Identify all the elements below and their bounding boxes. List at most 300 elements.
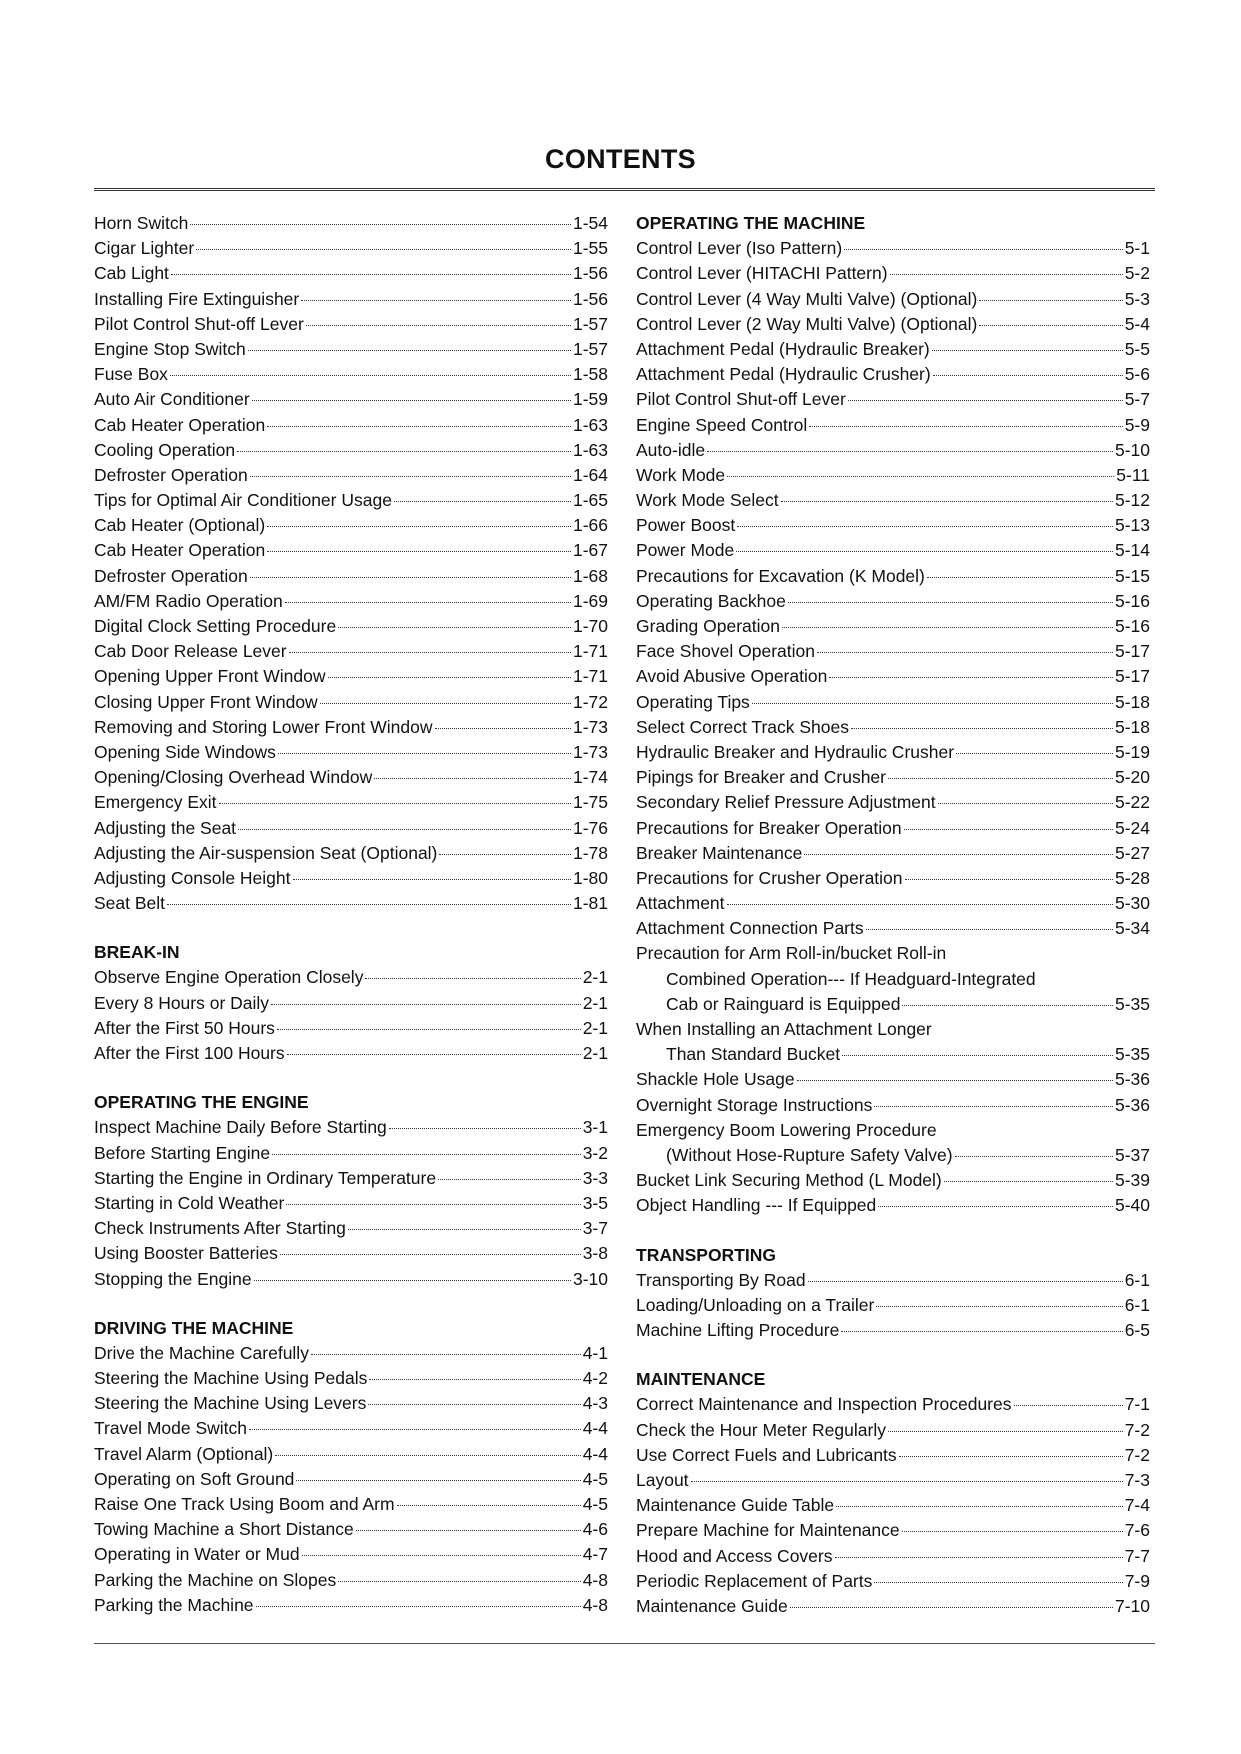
toc-entry[interactable] bbox=[94, 589, 608, 614]
toc-entry[interactable] bbox=[94, 438, 608, 463]
page-number: 1-76 bbox=[572, 817, 608, 838]
toc-entry[interactable] bbox=[636, 1067, 1150, 1092]
page-number: 5-18 bbox=[1114, 716, 1150, 737]
dot-leader bbox=[809, 426, 1122, 427]
entry-label: Than Standard Bucket bbox=[666, 1044, 841, 1065]
dot-leader bbox=[979, 325, 1122, 326]
toc-entry[interactable] bbox=[94, 1568, 608, 1593]
entry-label: Layout bbox=[636, 1470, 689, 1490]
entry-label: Steering the Machine Using Levers bbox=[94, 1393, 367, 1414]
entry-label: Loading/Unloading on a Trailer bbox=[636, 1294, 875, 1315]
entry-label: Operating Backhoe bbox=[636, 590, 786, 611]
dot-leader bbox=[271, 1004, 581, 1005]
page-number: 7-10 bbox=[1114, 1595, 1150, 1616]
page-number: 5-28 bbox=[1114, 867, 1150, 888]
page-number: 5-16 bbox=[1114, 590, 1150, 611]
toc-entry[interactable] bbox=[636, 1544, 1150, 1569]
toc-entry-line[interactable]: Emergency Boom Lowering Procedure bbox=[636, 1119, 937, 1140]
toc-entry[interactable] bbox=[636, 463, 1150, 488]
dot-leader bbox=[394, 501, 571, 502]
entry-label: Face Shovel Operation bbox=[636, 641, 815, 662]
toc-entry[interactable] bbox=[636, 1143, 1150, 1168]
entry-label: Emergency Exit bbox=[94, 792, 217, 813]
dot-leader bbox=[878, 1206, 1113, 1207]
toc-entry[interactable] bbox=[94, 1141, 608, 1166]
dot-leader bbox=[817, 652, 1113, 653]
entry-label: Precautions for Excavation (K Model) bbox=[636, 565, 925, 586]
toc-entry[interactable] bbox=[94, 211, 608, 236]
toc-entry[interactable] bbox=[636, 236, 1150, 261]
page-number: 5-1 bbox=[1124, 238, 1150, 259]
page-number: 5-36 bbox=[1114, 1069, 1150, 1090]
dot-leader bbox=[788, 602, 1113, 603]
entry-label: Bucket Link Securing Method (L Model) bbox=[636, 1170, 942, 1191]
toc-entry[interactable] bbox=[636, 1318, 1150, 1343]
dot-leader bbox=[237, 451, 571, 452]
dot-leader bbox=[835, 1557, 1123, 1558]
dot-leader bbox=[781, 501, 1113, 502]
page-number: 5-9 bbox=[1124, 414, 1150, 435]
dot-leader bbox=[888, 778, 1113, 779]
toc-entry[interactable] bbox=[636, 362, 1150, 387]
dot-leader bbox=[256, 1606, 581, 1607]
page-number: 4-3 bbox=[582, 1393, 608, 1414]
dot-leader bbox=[338, 627, 571, 628]
page-number: 7-9 bbox=[1124, 1570, 1150, 1591]
entry-label: Control Lever (4 Way Multi Valve) (Optional) bbox=[636, 288, 978, 309]
page-number: 1-70 bbox=[572, 616, 608, 636]
dot-leader bbox=[727, 476, 1114, 477]
dot-leader bbox=[296, 1480, 580, 1481]
entry-label: Select Correct Track Shoes bbox=[636, 716, 849, 737]
toc-entry[interactable] bbox=[94, 513, 608, 538]
toc-entry[interactable] bbox=[636, 287, 1150, 312]
page-number: 1-69 bbox=[572, 590, 608, 611]
dot-leader bbox=[874, 1582, 1122, 1583]
entry-label: Cab Door Release Lever bbox=[94, 641, 287, 662]
page-number: 7-6 bbox=[1124, 1520, 1150, 1541]
dot-leader bbox=[171, 274, 571, 275]
dot-leader bbox=[927, 577, 1113, 578]
toc-entry[interactable] bbox=[94, 1467, 608, 1492]
toc-entry[interactable] bbox=[94, 1216, 608, 1241]
dot-leader bbox=[250, 577, 571, 578]
toc-entry[interactable] bbox=[94, 891, 608, 916]
dot-leader bbox=[320, 703, 571, 704]
toc-entry[interactable] bbox=[94, 664, 608, 689]
toc-entry[interactable] bbox=[636, 639, 1150, 664]
toc-entry[interactable] bbox=[94, 1241, 608, 1266]
toc-entry[interactable] bbox=[94, 690, 608, 715]
entry-label: Cab Heater Operation bbox=[94, 540, 266, 561]
dot-leader bbox=[944, 1181, 1113, 1182]
dot-leader bbox=[438, 1179, 581, 1180]
dot-leader bbox=[238, 829, 571, 830]
toc-entry[interactable] bbox=[94, 1366, 608, 1391]
page-number: 5-37 bbox=[1114, 1144, 1150, 1165]
toc-entry[interactable] bbox=[94, 1016, 608, 1041]
toc-entry-line[interactable]: When Installing an Attachment Longer bbox=[636, 1019, 932, 1039]
page-number: 5-15 bbox=[1114, 565, 1150, 586]
page-number: 2-1 bbox=[582, 1043, 608, 1063]
dot-leader bbox=[356, 1530, 581, 1531]
toc-entry[interactable] bbox=[94, 1166, 608, 1191]
page-number: 1-72 bbox=[572, 691, 608, 712]
page-number: 1-78 bbox=[572, 842, 608, 863]
entry-label: Digital Clock Setting Procedure bbox=[94, 616, 337, 636]
page-number: 5-36 bbox=[1114, 1094, 1150, 1115]
toc-entry[interactable] bbox=[94, 715, 608, 740]
page-number: 3-1 bbox=[582, 1117, 608, 1138]
entry-label: Check the Hour Meter Regularly bbox=[636, 1419, 886, 1440]
toc-entry[interactable] bbox=[94, 841, 608, 866]
entry-label: Prepare Machine for Maintenance bbox=[636, 1520, 900, 1541]
entry-label: Tips for Optimal Air Conditioner Usage bbox=[94, 490, 392, 511]
page-number: 5-34 bbox=[1114, 918, 1150, 939]
toc-entry[interactable] bbox=[636, 1493, 1150, 1518]
entry-label: Power Boost bbox=[636, 515, 736, 536]
dot-leader bbox=[902, 1531, 1123, 1532]
page-number: 5-10 bbox=[1114, 439, 1150, 460]
toc-entry[interactable] bbox=[636, 1293, 1150, 1318]
toc-entry[interactable] bbox=[636, 614, 1150, 639]
dot-leader bbox=[286, 1204, 580, 1205]
page-number: 1-81 bbox=[572, 893, 608, 914]
page-number: 2-1 bbox=[582, 992, 608, 1013]
toc-entry[interactable] bbox=[94, 866, 608, 891]
dot-leader bbox=[904, 829, 1113, 830]
toc-entry[interactable] bbox=[636, 1042, 1150, 1067]
toc-entry[interactable] bbox=[94, 965, 608, 990]
dot-leader bbox=[170, 375, 571, 376]
page-number: 1-71 bbox=[572, 666, 608, 687]
toc-entry[interactable] bbox=[94, 564, 608, 589]
page-number: 4-5 bbox=[582, 1494, 608, 1514]
toc-entry[interactable] bbox=[636, 1518, 1150, 1543]
entry-label: Adjusting Console Height bbox=[94, 867, 291, 888]
toc-entry[interactable] bbox=[94, 413, 608, 438]
entry-label: Cab Light bbox=[94, 263, 169, 284]
entry-label: Maintenance Guide bbox=[636, 1595, 788, 1616]
toc-entry[interactable] bbox=[636, 1268, 1150, 1293]
dot-leader bbox=[293, 879, 571, 880]
dot-leader bbox=[252, 400, 571, 401]
section-continued bbox=[94, 211, 608, 916]
toc-entry[interactable] bbox=[636, 1193, 1150, 1218]
toc-entry[interactable] bbox=[94, 1391, 608, 1416]
entry-label: Auto Air Conditioner bbox=[94, 389, 250, 410]
dot-leader bbox=[435, 728, 571, 729]
toc-entry[interactable] bbox=[636, 1392, 1150, 1417]
entry-label: Check Instruments After Starting bbox=[94, 1218, 346, 1239]
entry-label: Opening/Closing Overhead Window bbox=[94, 767, 373, 788]
page-number: 7-7 bbox=[1124, 1545, 1150, 1566]
toc-entry[interactable] bbox=[94, 488, 608, 513]
toc-entry[interactable] bbox=[636, 715, 1150, 740]
entry-label: Control Lever (Iso Pattern) bbox=[636, 238, 843, 259]
entry-label: Every 8 Hours or Daily bbox=[94, 992, 270, 1013]
dot-leader bbox=[275, 1455, 580, 1456]
toc-entry[interactable] bbox=[94, 337, 608, 362]
toc-entry[interactable] bbox=[94, 287, 608, 312]
entry-list bbox=[94, 1341, 608, 1618]
toc-entry[interactable] bbox=[636, 765, 1150, 790]
entry-label: Breaker Maintenance bbox=[636, 842, 803, 863]
dot-leader bbox=[338, 1581, 580, 1582]
toc-entry[interactable] bbox=[94, 1517, 608, 1542]
toc-entry[interactable] bbox=[636, 866, 1150, 891]
page-number: 5-17 bbox=[1114, 641, 1150, 662]
toc-entry[interactable] bbox=[94, 236, 608, 261]
entry-list bbox=[636, 1268, 1150, 1344]
page-number: 3-7 bbox=[582, 1218, 608, 1239]
dot-leader bbox=[389, 1128, 581, 1129]
page-number: 1-64 bbox=[572, 464, 608, 485]
toc-entry[interactable] bbox=[636, 438, 1150, 463]
toc-entry[interactable] bbox=[94, 463, 608, 488]
page-number: 5-19 bbox=[1114, 741, 1150, 762]
page-number: 5-30 bbox=[1114, 893, 1150, 914]
page-number: 5-2 bbox=[1124, 263, 1150, 284]
entry-label: Removing and Storing Lower Front Window bbox=[94, 716, 433, 737]
toc-entry[interactable] bbox=[94, 1542, 608, 1567]
toc-entry[interactable] bbox=[94, 387, 608, 412]
page-number: 3-3 bbox=[582, 1167, 608, 1188]
page-number: 1-65 bbox=[572, 490, 608, 511]
entry-label: Stopping the Engine bbox=[94, 1268, 252, 1289]
toc-entry[interactable] bbox=[94, 1267, 608, 1292]
toc-entry[interactable] bbox=[636, 1594, 1150, 1619]
toc-entry[interactable] bbox=[94, 538, 608, 563]
entry-label: Installing Fire Extinguisher bbox=[94, 288, 300, 309]
entry-label: Raise One Track Using Boom and Arm bbox=[94, 1494, 395, 1514]
toc-entry[interactable] bbox=[94, 1442, 608, 1467]
dot-leader bbox=[790, 1607, 1113, 1608]
toc-entry[interactable] bbox=[636, 1443, 1150, 1468]
page-number: 5-7 bbox=[1124, 389, 1150, 410]
entry-label: Periodic Replacement of Parts bbox=[636, 1570, 873, 1591]
toc-entry[interactable] bbox=[636, 413, 1150, 438]
dot-leader bbox=[289, 652, 571, 653]
dot-leader bbox=[302, 1555, 581, 1556]
section-heading: TRANSPORTING bbox=[636, 1244, 776, 1265]
entry-label: Secondary Relief Pressure Adjustment bbox=[636, 792, 936, 813]
entry-label: Grading Operation bbox=[636, 616, 780, 636]
toc-entry[interactable] bbox=[636, 261, 1150, 286]
dot-leader bbox=[752, 703, 1113, 704]
entry-label: Shackle Hole Usage bbox=[636, 1069, 795, 1090]
toc-entry[interactable] bbox=[94, 1341, 608, 1366]
toc-entry[interactable] bbox=[94, 639, 608, 664]
page-number: 5-39 bbox=[1114, 1170, 1150, 1191]
entry-label: Work Mode Select bbox=[636, 490, 779, 511]
page-number: 3-2 bbox=[582, 1142, 608, 1163]
toc-entry[interactable] bbox=[94, 614, 608, 639]
dot-leader bbox=[374, 778, 571, 779]
toc-entry[interactable] bbox=[94, 765, 608, 790]
dot-leader bbox=[956, 753, 1113, 754]
dot-leader bbox=[328, 677, 571, 678]
toc-entry[interactable] bbox=[636, 1093, 1150, 1118]
toc-entry[interactable] bbox=[636, 816, 1150, 841]
dot-leader bbox=[808, 1281, 1123, 1282]
toc-entry[interactable] bbox=[636, 337, 1150, 362]
dot-leader bbox=[196, 249, 571, 250]
entry-label: AM/FM Radio Operation bbox=[94, 590, 283, 611]
page-number: 1-59 bbox=[572, 389, 608, 410]
toc-entry[interactable] bbox=[94, 991, 608, 1016]
page-number: 6-5 bbox=[1124, 1320, 1150, 1341]
toc-entry[interactable] bbox=[636, 1418, 1150, 1443]
entry-label: Operating in Water or Mud bbox=[94, 1544, 300, 1565]
dot-leader bbox=[866, 929, 1113, 930]
dot-leader bbox=[249, 1429, 581, 1430]
entry-list bbox=[94, 965, 608, 1066]
toc-entry[interactable] bbox=[94, 790, 608, 815]
toc-entry[interactable] bbox=[636, 1569, 1150, 1594]
dot-leader bbox=[888, 1431, 1123, 1432]
toc-entry[interactable] bbox=[636, 740, 1150, 765]
dot-leader bbox=[1014, 1405, 1123, 1406]
entry-label: Parking the Machine bbox=[94, 1594, 254, 1615]
dot-leader bbox=[397, 1505, 581, 1506]
entry-label: Cab or Rainguard is Equipped bbox=[666, 993, 901, 1014]
toc-entry[interactable] bbox=[636, 312, 1150, 337]
toc-entry[interactable] bbox=[636, 1168, 1150, 1193]
page-number: 1-57 bbox=[572, 313, 608, 334]
entry-label: After the First 100 Hours bbox=[94, 1043, 285, 1063]
toc-entry[interactable] bbox=[636, 790, 1150, 815]
toc-entry[interactable] bbox=[94, 1492, 608, 1517]
entry-label: Control Lever (HITACHI Pattern) bbox=[636, 263, 888, 284]
toc-entry[interactable] bbox=[94, 1416, 608, 1441]
page-number: 1-80 bbox=[572, 867, 608, 888]
dot-leader bbox=[938, 803, 1113, 804]
entry-label: Opening Side Windows bbox=[94, 741, 276, 762]
dot-leader bbox=[955, 1156, 1113, 1157]
toc-entry[interactable] bbox=[94, 261, 608, 286]
toc-entry[interactable] bbox=[636, 513, 1150, 538]
page-number: 5-11 bbox=[1116, 464, 1150, 485]
page-number: 4-4 bbox=[582, 1418, 608, 1439]
right-column bbox=[636, 211, 1150, 1619]
dot-leader bbox=[841, 1331, 1122, 1332]
entry-label: Maintenance Guide Table bbox=[636, 1495, 835, 1516]
toc-entry[interactable] bbox=[94, 1115, 608, 1140]
dot-leader bbox=[979, 300, 1122, 301]
toc-entry[interactable] bbox=[94, 1191, 608, 1216]
toc-entry[interactable] bbox=[636, 589, 1150, 614]
page-number: 7-2 bbox=[1124, 1444, 1150, 1465]
entry-label: Seat Belt bbox=[94, 893, 166, 914]
entry-label: Attachment Pedal (Hydraulic Crusher) bbox=[636, 364, 931, 385]
section-transporting bbox=[636, 1243, 1150, 1344]
toc-entry[interactable] bbox=[636, 538, 1150, 563]
dot-leader bbox=[267, 426, 571, 427]
dot-leader bbox=[899, 1456, 1123, 1457]
toc-entry[interactable] bbox=[636, 664, 1150, 689]
toc-entry[interactable] bbox=[94, 312, 608, 337]
page-number: 5-35 bbox=[1114, 993, 1150, 1014]
entry-label: After the First 50 Hours bbox=[94, 1017, 275, 1038]
page-number: 1-57 bbox=[572, 338, 608, 359]
page-number: 3-10 bbox=[572, 1268, 608, 1289]
entry-label: Using Booster Batteries bbox=[94, 1243, 278, 1264]
dot-leader bbox=[727, 904, 1113, 905]
toc-entry-line[interactable]: Combined Operation--- If Headguard-Integrated bbox=[666, 968, 1036, 989]
entry-label: Use Correct Fuels and Lubricants bbox=[636, 1444, 897, 1465]
entry-label: Parking the Machine on Slopes bbox=[94, 1569, 337, 1590]
toc-entry[interactable] bbox=[636, 841, 1150, 866]
toc-entry[interactable] bbox=[636, 891, 1150, 916]
entry-label: Transporting By Road bbox=[636, 1269, 806, 1290]
toc-entry[interactable] bbox=[94, 1593, 608, 1618]
entry-label: Defroster Operation bbox=[94, 565, 248, 586]
page-number: 5-16 bbox=[1114, 616, 1150, 636]
entry-label: Closing Upper Front Window bbox=[94, 691, 318, 712]
section-break-in bbox=[94, 940, 608, 1066]
entry-label: Engine Stop Switch bbox=[94, 338, 246, 359]
dot-leader bbox=[272, 1154, 581, 1155]
dot-leader bbox=[369, 1379, 580, 1380]
toc-entry[interactable] bbox=[636, 916, 1150, 941]
page-number: 6-1 bbox=[1124, 1294, 1150, 1315]
entry-label: Attachment bbox=[636, 893, 725, 914]
toc-entry[interactable] bbox=[94, 816, 608, 841]
dot-leader bbox=[836, 1506, 1123, 1507]
toc-entry[interactable] bbox=[94, 1041, 608, 1066]
section-heading: BREAK-IN bbox=[94, 942, 180, 963]
entry-label: Defroster Operation bbox=[94, 464, 248, 485]
toc-entry[interactable] bbox=[636, 690, 1150, 715]
dot-leader bbox=[933, 375, 1123, 376]
toc-entry-line[interactable]: Precaution for Arm Roll-in/bucket Roll-in bbox=[636, 943, 947, 964]
toc-entry[interactable] bbox=[636, 488, 1150, 513]
page-number: 6-1 bbox=[1124, 1269, 1150, 1290]
entry-list bbox=[636, 236, 1150, 1218]
page-number: 5-27 bbox=[1114, 842, 1150, 863]
entry-label: Overnight Storage Instructions bbox=[636, 1094, 873, 1115]
dot-leader bbox=[278, 753, 571, 754]
dot-leader bbox=[804, 854, 1113, 855]
page-number: 4-6 bbox=[582, 1519, 608, 1540]
dot-leader bbox=[190, 224, 571, 225]
toc-entry[interactable] bbox=[94, 740, 608, 765]
dot-leader bbox=[219, 803, 571, 804]
page-number: 4-8 bbox=[582, 1594, 608, 1615]
section-heading: DRIVING THE MACHINE bbox=[94, 1317, 294, 1338]
dot-leader bbox=[844, 249, 1123, 250]
dot-leader bbox=[829, 677, 1113, 678]
page-number: 5-4 bbox=[1124, 313, 1150, 334]
page-number: 4-2 bbox=[582, 1368, 608, 1389]
entry-label: Control Lever (2 Way Multi Valve) (Optional) bbox=[636, 313, 978, 334]
entry-label: Steering the Machine Using Pedals bbox=[94, 1368, 368, 1389]
toc-entry[interactable] bbox=[636, 992, 1150, 1017]
page-number: 1-54 bbox=[572, 213, 608, 233]
toc-entry[interactable] bbox=[636, 387, 1150, 412]
section-driving-machine bbox=[94, 1316, 608, 1618]
title-rule bbox=[94, 188, 1155, 191]
page-number: 5-18 bbox=[1114, 691, 1150, 712]
toc-entry[interactable] bbox=[636, 564, 1150, 589]
dot-leader bbox=[267, 526, 571, 527]
toc-entry[interactable] bbox=[94, 362, 608, 387]
entry-label: Correct Maintenance and Inspection Procedures bbox=[636, 1394, 1012, 1415]
entry-label: Work Mode bbox=[636, 464, 726, 485]
entry-label: Towing Machine a Short Distance bbox=[94, 1519, 354, 1540]
toc-entry[interactable] bbox=[636, 1468, 1150, 1493]
